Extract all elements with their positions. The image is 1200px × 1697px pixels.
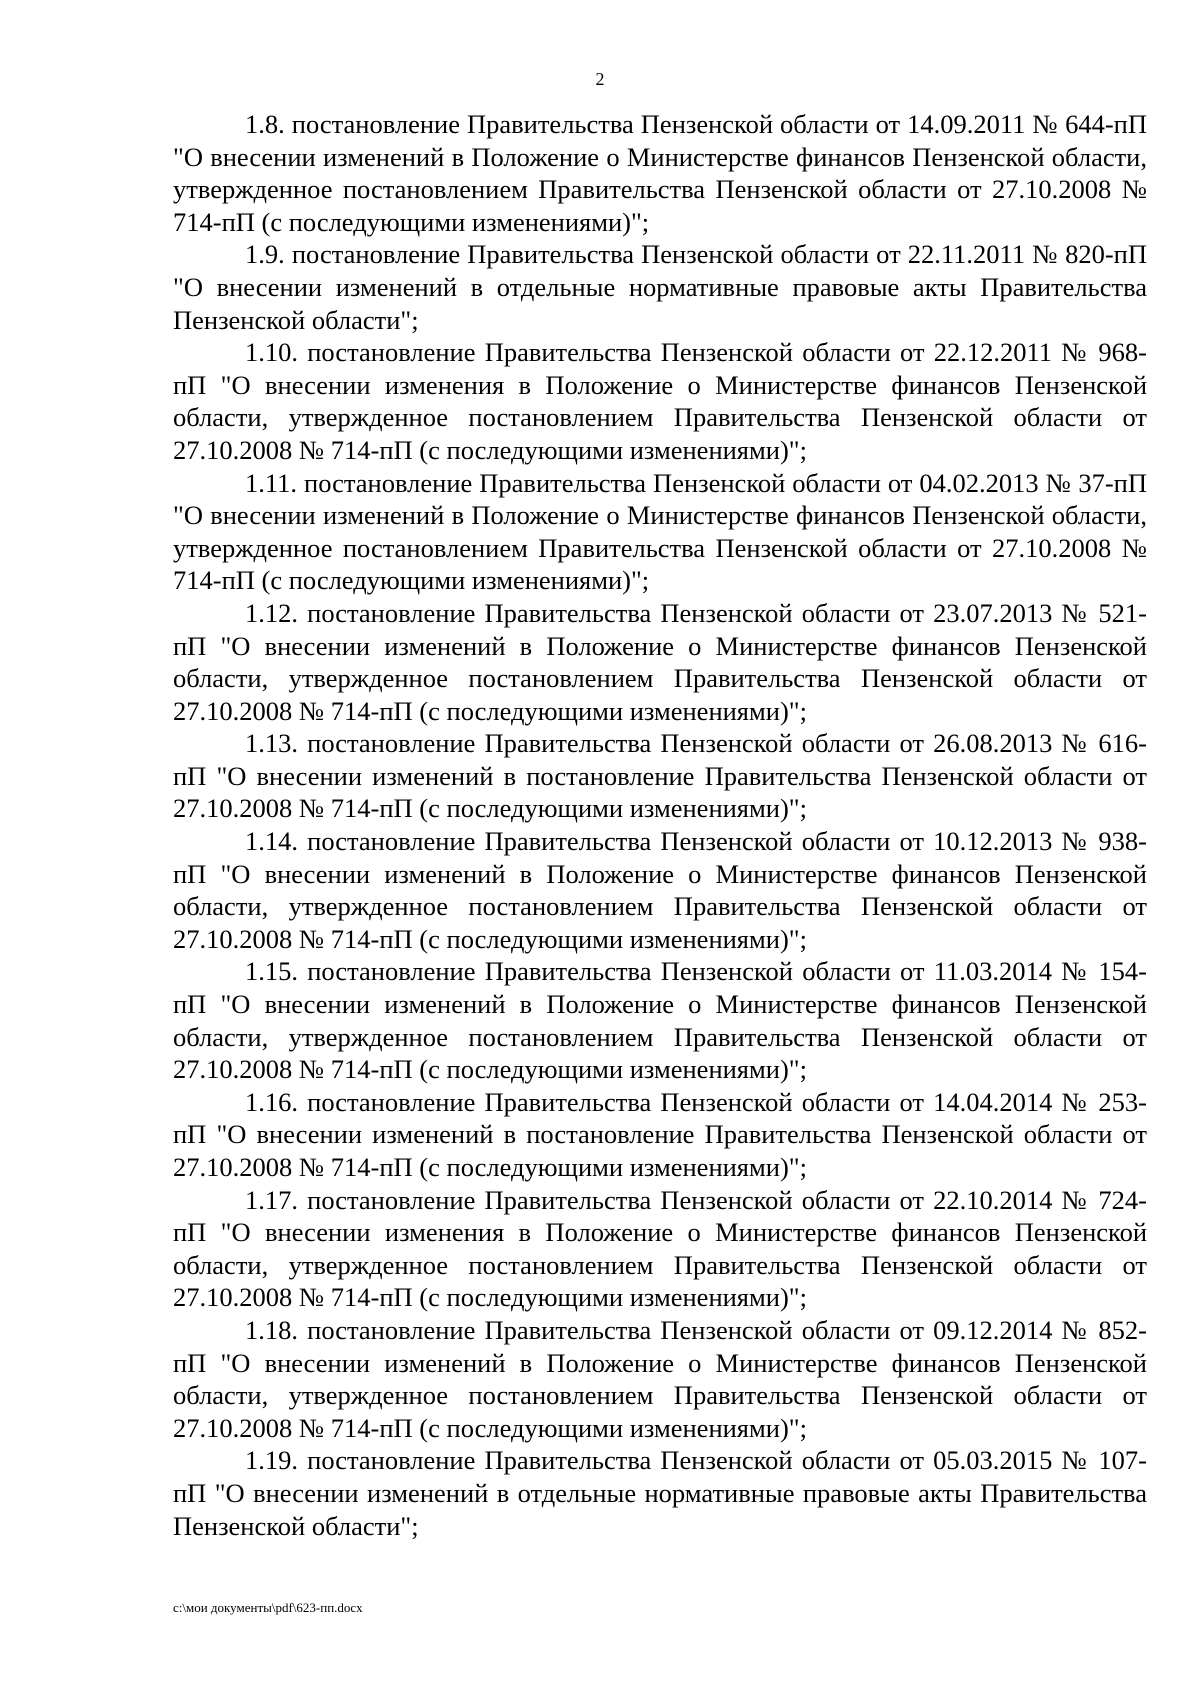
paragraph-1-10: 1.10. постановление Правительства Пензенской области от 22.12.2011 № 968-пП "О внесении изменения в Положение о Министерстве финансов Пензенской области, утвержденное постановлением Правительства Пензенской области от 27.10.2008 № 714-пП (с последующими изменениями)";	[173, 337, 1147, 465]
footer-file-path: c:\мои документы\pdf\623-пп.docx	[173, 1600, 363, 1615]
paragraph-1-16: 1.16. постановление Правительства Пензенской области от 14.04.2014 № 253-пП "О внесении изменений в постановление Правительства Пензенской области от 27.10.2008 № 714-пП (с последующими изменениями)";	[173, 1086, 1147, 1182]
paragraph-1-9: 1.9. постановление Правительства Пензенской области от 22.11.2011 № 820-пП "О внесении изменений в отдельные нормативные правовые акты Правительства Пензенской области";	[173, 239, 1147, 335]
document-body	[173, 108, 1147, 1542]
paragraph-1-19: 1.19. постановление Правительства Пензенской области от 05.03.2015 № 107-пП "О внесении изменений в отдельные нормативные правовые акты Правительства Пензенской области";	[173, 1445, 1147, 1541]
paragraph-1-14: 1.14. постановление Правительства Пензенской области от 10.12.2013 № 938-пП "О внесении изменений в Положение о Министерстве финансов Пензенской области, утвержденное постановлением Правительства Пензенской области от 27.10.2008 № 714-пП (с последующими изменениями)";	[173, 826, 1147, 954]
paragraph-1-11: 1.11. постановление Правительства Пензенской области от 04.02.2013 № 37-пП "О внесении изменений в Положение о Министерстве финансов Пензенской области, утвержденное постановлением Правительства Пензенской области от 27.10.2008 № 714-пП (с последующими изменениями)";	[173, 467, 1147, 596]
paragraph-1-8: 1.8. постановление Правительства Пензенской области от 14.09.2011 № 644-пП "О внесении изменений в Положение о Министерстве финансов Пензенской области, утвержденное постановлением Правительства Пензенской области от 27.10.2008 № 714-пП (с последующими изменениями)";	[173, 109, 1147, 237]
paragraph-1-15: 1.15. постановление Правительства Пензенской области от 11.03.2014 № 154-пП "О внесении изменений в Положение о Министерстве финансов Пензенской области, утвержденное постановлением Правительства Пензенской области от 27.10.2008 № 714-пП (с последующими изменениями)";	[173, 956, 1147, 1085]
paragraph-1-17: 1.17. постановление Правительства Пензенской области от 22.10.2014 № 724-пП "О внесении изменения в Положение о Министерстве финансов Пензенской области, утвержденное постановлением Правительства Пензенской области от 27.10.2008 № 714-пП (с последующими изменениями)";	[173, 1184, 1147, 1313]
paragraph-1-18: 1.18. постановление Правительства Пензенской области от 09.12.2014 № 852-пП "О внесении изменений в Положение о Министерстве финансов Пензенской области, утвержденное постановлением Правительства Пензенской области от 27.10.2008 № 714-пП (с последующими изменениями)";	[173, 1314, 1147, 1443]
paragraph-1-13: 1.13. постановление Правительства Пензенской области от 26.08.2013 № 616-пП "О внесении изменений в постановление Правительства Пензенской области от 27.10.2008 № 714-пП (с последующими изменениями)";	[173, 728, 1147, 824]
page-number: 2	[595, 69, 605, 89]
paragraph-1-12: 1.12. постановление Правительства Пензенской области от 23.07.2013 № 521-пП "О внесении изменений в Положение о Министерстве финансов Пензенской области, утвержденное постановлением Правительства Пензенской области от 27.10.2008 № 714-пП (с последующими изменениями)";	[173, 597, 1147, 726]
